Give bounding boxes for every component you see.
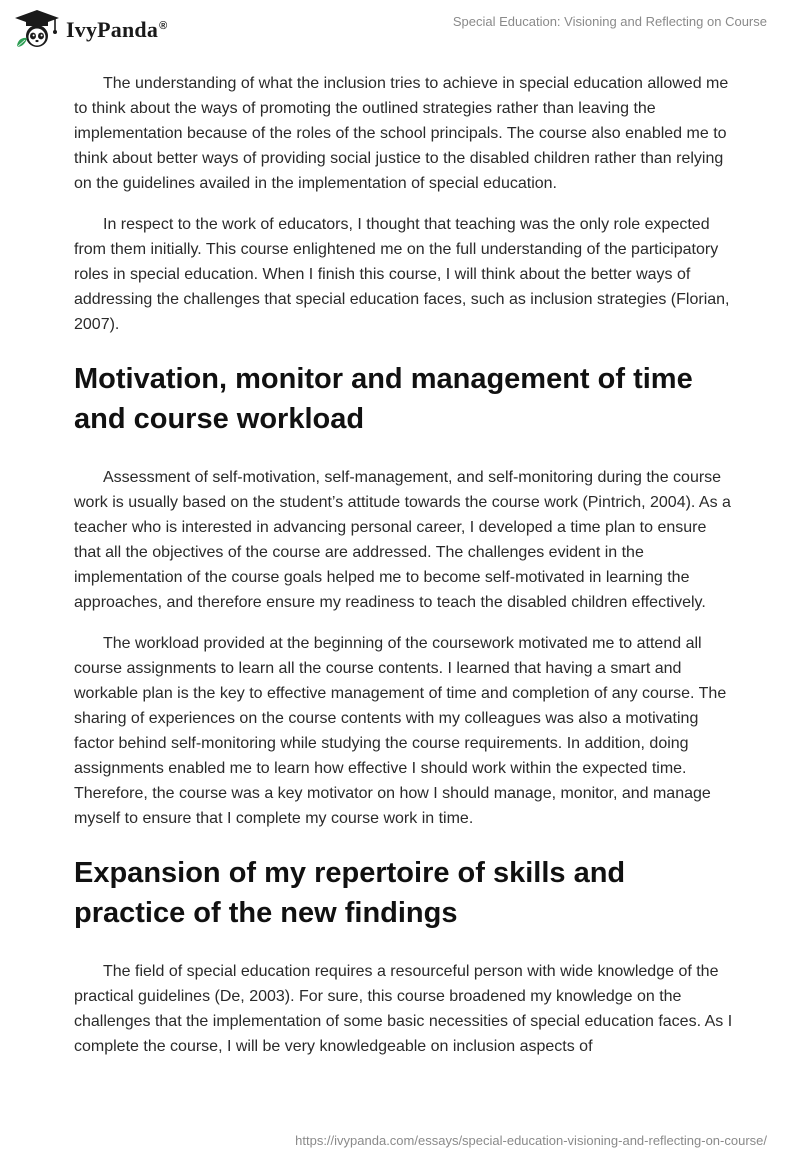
section-heading: Expansion of my repertoire of skills and practice of the new findings [74, 857, 626, 929]
brand-logo[interactable] [14, 9, 167, 49]
article-body [74, 71, 734, 1075]
paragraph: The understanding of what the inclusion tries to achieve in special education allowed me to think about the ways of promoting the outlined strategies rather than leaving the implementation because of the roles of the school principals. The course also enabled me to think about better ways of providing social justice to the disabled children rather than relying on the guidelines availed in the implementation of special education. [74, 75, 729, 192]
source-url[interactable]: https://ivypanda.com/essays/special-education-visioning-and-reflecting-on-course/ [295, 1133, 767, 1148]
paragraph: The workload provided at the beginning of the coursework motivated me to attend all course assignments to learn all the course contents. I learned that having a smart and workable plan is the key to effective management of time and completion of any course. The sharing of experiences on the course contents with my colleagues was also a motivating factor behind self-monitoring while studying the course requirements. In addition, doing assignments enabled me to learn how effective I should work within the expected time. Therefore, the course was a key motivator on how I should manage, monitor, and manage myself to ensure that I complete my course work in time. [74, 635, 727, 827]
paragraph: In respect to the work of educators, I thought that teaching was the only role expected from them initially. This course enlightened me on the full understanding of the participatory roles in special education. When I finish this course, I will think about the better ways of addressing the challenges that special education faces, such as inclusion strategies (Florian, 2007). [74, 216, 730, 333]
page-header [0, 0, 800, 56]
brand-name: IvyPanda® [66, 17, 168, 42]
paragraph: Assessment of self-motivation, self-management, and self-monitoring during the course work is usually based on the student’s attitude towards the course work (Pintrich, 2004). As a teacher who is interested in advancing personal career, I developed a time plan to ensure that all the objectives of the course are addressed. The challenges evident in the implementation of the course goals helped me to become self-motivated in learning the approaches, and therefore ensure my readiness to teach the disabled children effectively. [74, 469, 731, 611]
section-heading: Motivation, monitor and management of time and course workload [74, 363, 693, 435]
paragraph: The field of special education requires a resourceful person with wide knowledge of the practical guidelines (De, 2003). For sure, this course broadened my knowledge on the challenges that the implementation of some basic necessities of special education faces. As I complete the course, I will be very knowledgeable on inclusion aspects of [74, 963, 733, 1055]
document-title: Special Education: Visioning and Reflecting on Course [452, 14, 767, 29]
graduation-cap-panda-icon [14, 9, 60, 49]
